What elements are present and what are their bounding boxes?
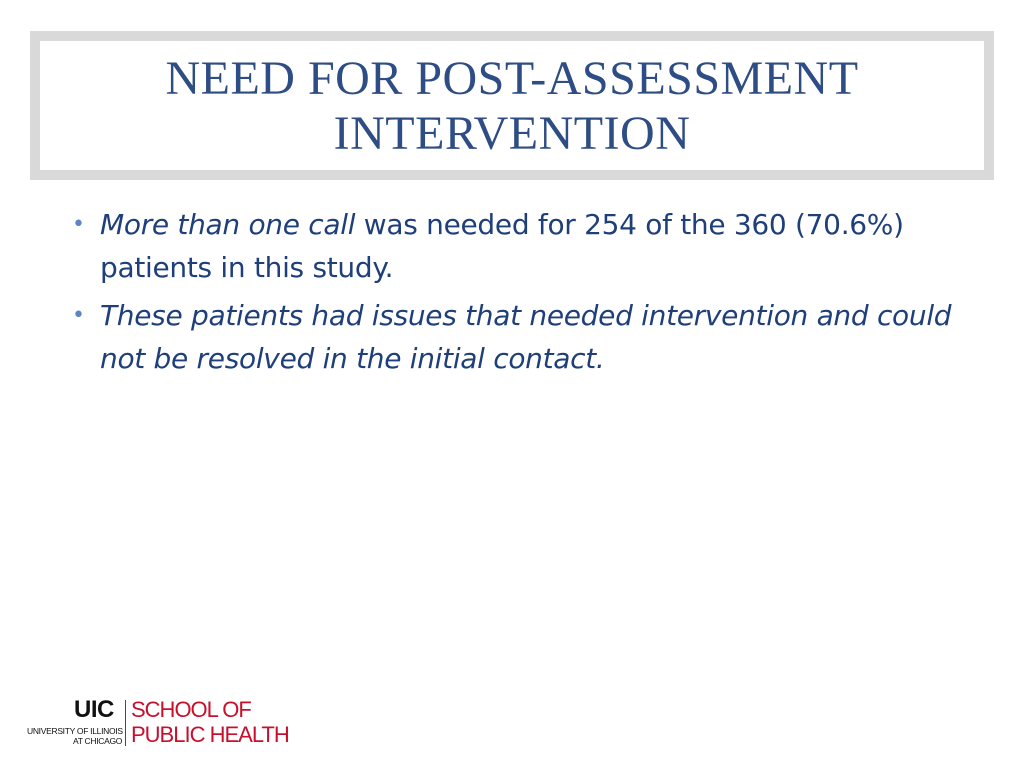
logo-divider xyxy=(125,700,126,746)
logo-school-line-2: PUBLIC HEALTH xyxy=(131,722,289,747)
slide-title-line-1: NEED FOR POST-ASSESSMENT xyxy=(165,51,859,105)
logo-campus-text: AT CHICAGO xyxy=(73,736,123,746)
bullet-text: was needed for 254 of the 360 (70.6%) patients in this study. xyxy=(100,208,904,284)
title-box xyxy=(40,41,984,170)
logo-school-line-1: SCHOOL OF xyxy=(131,697,251,722)
slide-title-line-2: INTERVENTION xyxy=(333,106,691,160)
bullet-item-call-count xyxy=(72,203,972,289)
bullet-item-intervention xyxy=(72,294,972,380)
title-frame xyxy=(30,31,994,180)
bullet-italic-text: These patients had issues that needed intervention and could not be resolved in the initial contact. xyxy=(100,299,952,375)
logo-university-text: UNIVERSITY OF ILLINOIS xyxy=(27,726,123,736)
bullet-italic-text: More than one call xyxy=(100,208,356,241)
bullet-marker-icon: • xyxy=(72,212,85,237)
uic-school-of-public-health-logo xyxy=(27,696,289,749)
bullet-marker-icon: • xyxy=(72,303,85,328)
logo-uic-wordmark: UIC xyxy=(74,696,114,723)
bullet-list xyxy=(72,203,972,385)
